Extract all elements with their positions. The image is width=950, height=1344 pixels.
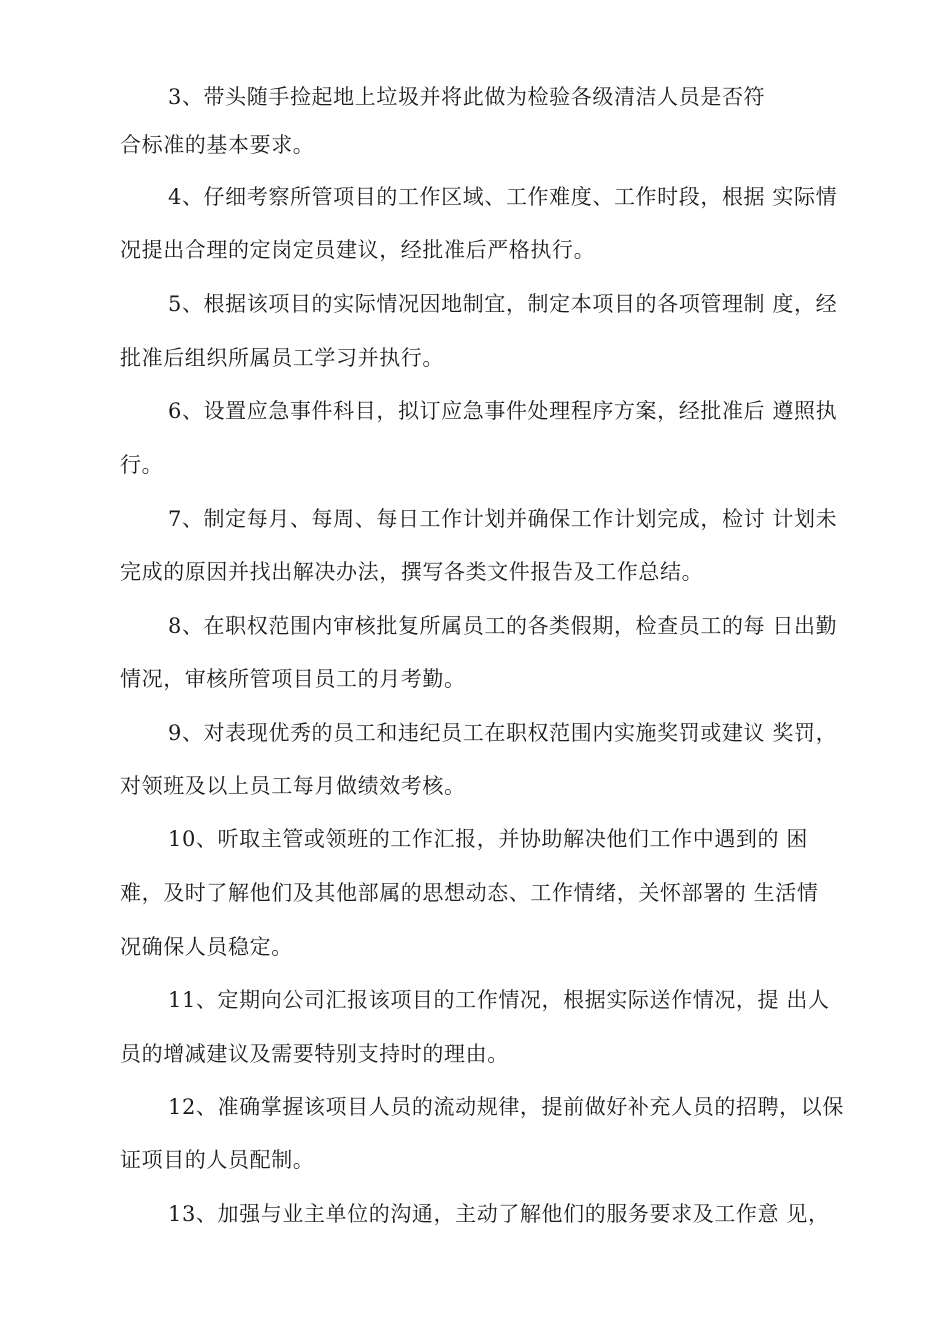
text-line: 7、制定每月、每周、每日工作计划并确保工作计划完成，检讨 计划未 <box>168 507 838 531</box>
text-line: 9、对表现优秀的员工和违纪员工在职权范围内实施奖罚或建议 奖罚， <box>168 721 838 745</box>
text-line: 难，及时了解他们及其他部属的思想动态、工作情绪，关怀部署的 生活情 <box>120 881 819 905</box>
text-line: 10、听取主管或领班的工作汇报，并协助解决他们工作中遇到的 困 <box>168 827 808 851</box>
text-line: 况确保人员稳定。 <box>120 935 293 959</box>
text-line: 12、准确掌握该项目人员的流动规律，提前做好补充人员的招聘，以保 <box>168 1095 844 1119</box>
text-line: 证项目的人员配制。 <box>120 1148 315 1172</box>
text-line: 3、带头随手捡起地上垃圾并将此做为检验各级清洁人员是否符 <box>168 85 766 109</box>
text-line: 批准后组织所属员工学习并执行。 <box>120 346 444 370</box>
text-line: 8、在职权范围内审核批复所属员工的各类假期，检查员工的每 日出勤 <box>168 614 838 638</box>
text-line: 13、加强与业主单位的沟通，主动了解他们的服务要求及工作意 见， <box>168 1202 830 1226</box>
text-line: 行。 <box>120 453 164 477</box>
text-line: 对领班及以上员工每月做绩效考核。 <box>120 774 466 798</box>
text-line: 11、定期向公司汇报该项目的工作情况，根据实际送作情况，提 出人 <box>168 988 830 1012</box>
text-line: 员的增减建议及需要特别支持时的理由。 <box>120 1042 509 1066</box>
text-line: 况提出合理的定岗定员建议，经批准后严格执行。 <box>120 238 596 262</box>
text-line: 完成的原因并找出解决办法，撰写各类文件报告及工作总结。 <box>120 560 704 584</box>
text-line: 情况，审核所管项目员工的月考勤。 <box>120 667 466 691</box>
text-line: 4、仔细考察所管项目的工作区域、工作难度、工作时段，根据 实际情 <box>168 185 838 209</box>
text-line: 6、设置应急事件科目，拟订应急事件处理程序方案，经批准后 遵照执 <box>168 399 838 423</box>
text-line: 5、根据该项目的实际情况因地制宜，制定本项目的各项管理制 度，经 <box>168 292 838 316</box>
text-line: 合标准的基本要求。 <box>120 133 315 157</box>
